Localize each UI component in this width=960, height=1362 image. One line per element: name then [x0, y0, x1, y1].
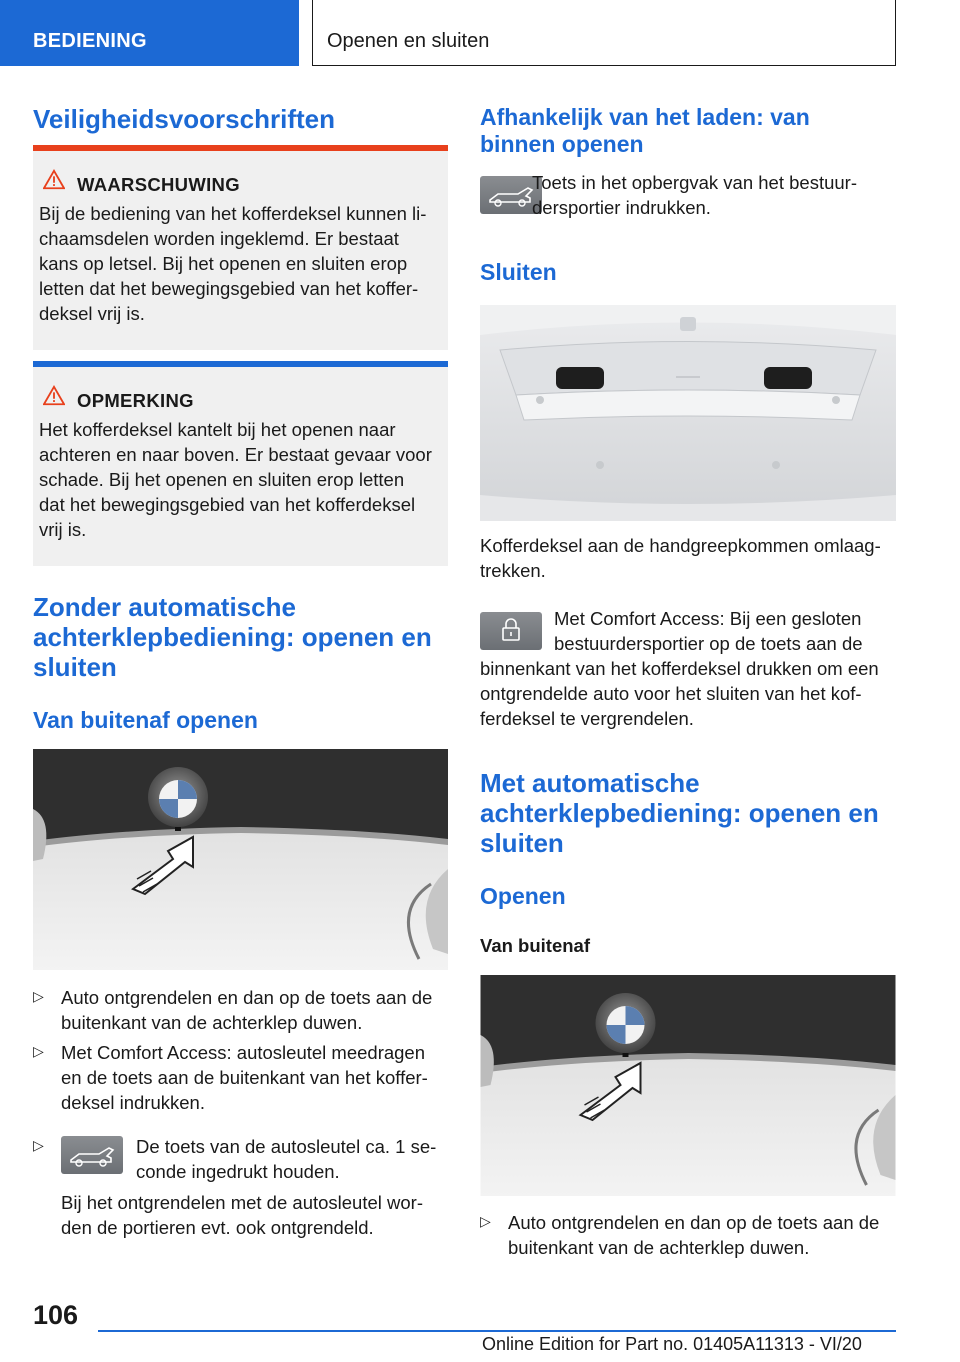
trunk-key-icon	[61, 1136, 123, 1174]
notice-text: Het kofferdeksel kantelt bij het openen naar achteren en naar boven. Er bestaat gevaar voor schade. Bij het openen en sluiten erop letten dat het bewegingsgebied van het kofferdeksel vrij is.	[39, 419, 432, 540]
list-item	[33, 1134, 448, 1244]
warning-triangle-icon	[43, 169, 65, 191]
key-instruction: De toets van de autosleutel ca. 1 se- conde ingedrukt houden.	[136, 1136, 437, 1182]
inside-open-text: Toets in het opbergvak van het bestuur- dersportier indrukken.	[532, 172, 857, 218]
list-item	[33, 1040, 448, 1115]
key-note: Bij het ontgrendelen met de autosleutel wor- den de portieren evt. ook ontgrendeld.	[61, 1192, 423, 1238]
list-item-text: Met Comfort Access: autosleutel meedragen en de toets aan de buitenkant van het koffer- deksel indrukken.	[61, 1042, 428, 1113]
comfort-access-text: Met Comfort Access: Bij een gesloten bestuurdersportier op de toets aan de	[554, 608, 863, 654]
list-item-text: Auto ontgrendelen en dan op de toets aan de buitenkant van de achterklep duwen.	[508, 1212, 880, 1258]
heading-manual: Zonder automatische achterklepbediening: openen en sluiten	[33, 592, 432, 682]
list-item	[480, 1210, 896, 1260]
notice-bar	[33, 361, 448, 367]
warning-text: Bij de bediening van het kofferdeksel kunnen li- chaamsdelen worden ingeklemd. Er bestaat kans op letsel. Bij het openen en sluiten erop letten dat het bewegingsgebied van het koffer- deksel vrij is.	[39, 203, 427, 324]
heading-safety: Veiligheidsvoorschriften	[33, 104, 335, 134]
trunk-exterior-photo	[33, 749, 448, 970]
subheading-outside: Van buitenaf	[480, 935, 590, 956]
footer-edition: Online Edition for Part no. 01405A11313 - VI/20	[482, 1334, 862, 1354]
bullet-triangle-icon: ▷	[33, 988, 44, 1004]
close-caption: Kofferdeksel aan de handgreepkommen omlaag- trekken.	[480, 535, 881, 581]
comfort-access-text-cont: binnenkant van het kofferdeksel drukken om een ontgrendelde auto voor het sluiten van het kof- ferdeksel te vergrendelen.	[480, 658, 879, 729]
heading-open: Openen	[480, 883, 566, 909]
footer-divider	[98, 1330, 896, 1332]
bullet-triangle-icon: ▷	[480, 1213, 491, 1229]
warning-bar	[33, 145, 448, 151]
heading-inside-open: Afhankelijk van het laden: van binnen openen	[480, 104, 810, 157]
heading-automatic: Met automatische achterklepbediening: openen en sluiten	[480, 768, 879, 858]
warning-triangle-icon	[43, 385, 65, 407]
bullet-triangle-icon: ▷	[33, 1043, 44, 1059]
bullet-triangle-icon: ▷	[33, 1137, 44, 1153]
warning-box	[33, 145, 448, 350]
heading-outside-open: Van buitenaf openen	[33, 707, 258, 733]
warning-title: WAARSCHUWING	[77, 174, 240, 195]
heading-close: Sluiten	[480, 259, 557, 285]
page-number: 106	[33, 1300, 79, 1330]
trunk-interior-photo	[480, 305, 896, 521]
section-tab: BEDIENING	[0, 0, 299, 66]
lock-icon	[480, 612, 542, 650]
chapter-title: Openen en sluiten	[312, 0, 896, 66]
list-item-text: Auto ontgrendelen en dan op de toets aan de buitenkant van de achterklep duwen.	[61, 987, 433, 1033]
list-item	[33, 985, 448, 1035]
notice-box	[33, 361, 448, 566]
trunk-exterior-photo-2	[480, 975, 896, 1196]
notice-title: OPMERKING	[77, 390, 194, 411]
